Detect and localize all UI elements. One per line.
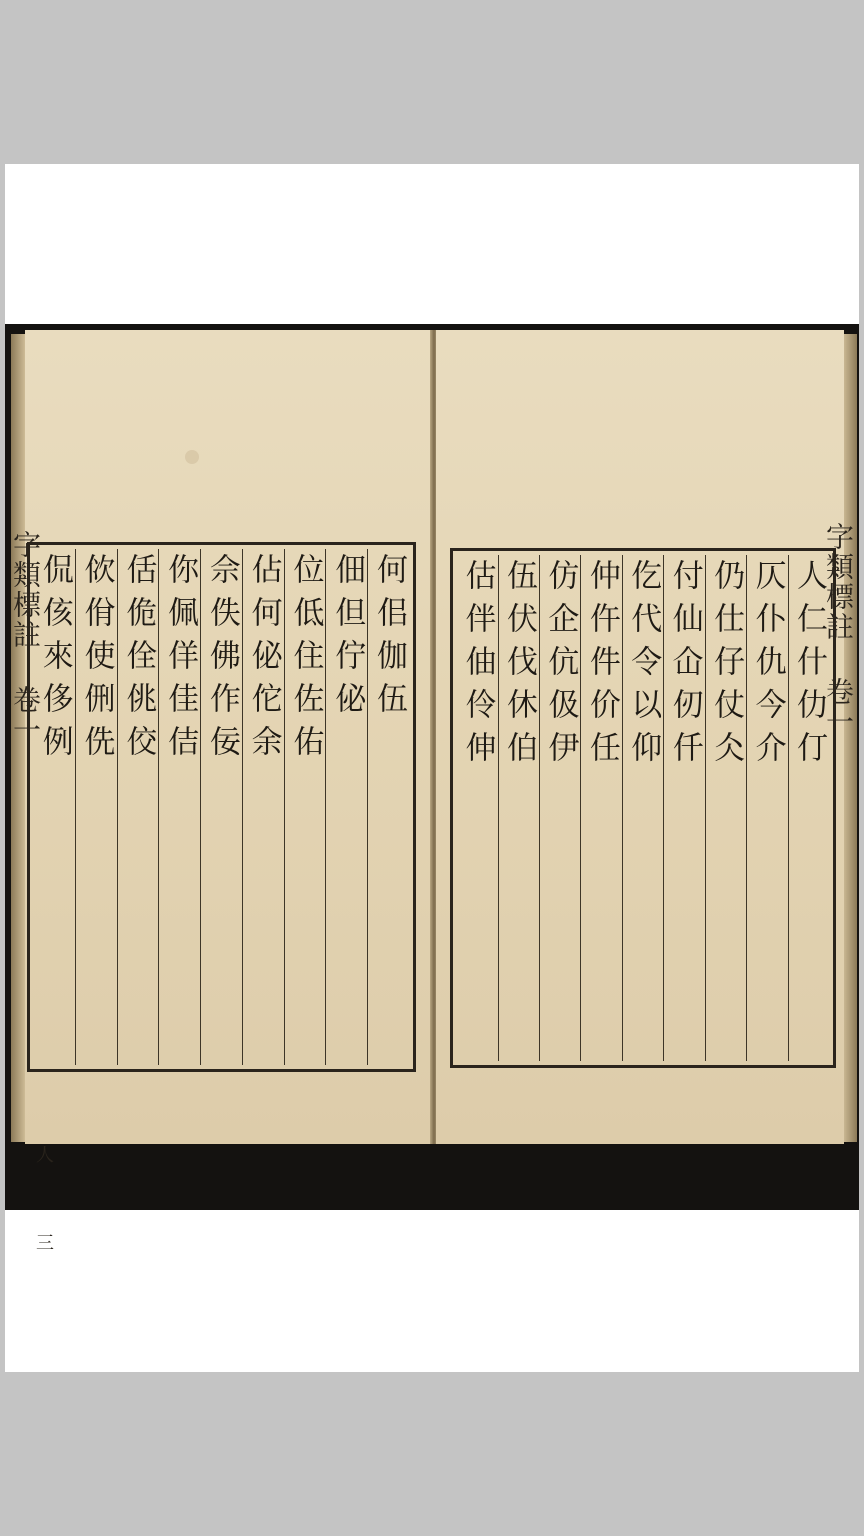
left-columns — [34, 549, 409, 1065]
right-page — [436, 330, 855, 1144]
left-page — [9, 330, 434, 1251]
text-column: 佘佚佛作佞 — [200, 549, 242, 1065]
text-column: 仍仕仔仗仌 — [705, 555, 746, 1061]
left-margin-title: 字類標註 卷一 — [9, 530, 42, 745]
text-column: 仿企伉伋伊 — [539, 555, 580, 1061]
text-column: 佸佹佺佻佼 — [117, 549, 159, 1065]
text-column: 仡代令以仰 — [622, 555, 663, 1061]
section-label: 人 — [33, 1145, 54, 1163]
text-column: 你佩佯佳佶 — [158, 549, 200, 1065]
text-column: 仲仵件价任 — [580, 555, 621, 1061]
text-column: 何佀伽伍 — [367, 549, 409, 1065]
text-column: 仄仆仇今介 — [746, 555, 787, 1061]
text-column: 佽佾使侀侁 — [75, 549, 117, 1065]
right-columns — [457, 555, 829, 1061]
text-column: 伍伏伐休伯 — [498, 555, 539, 1061]
right-text-frame — [450, 548, 836, 1068]
right-margin-title: 字類標註 卷一 — [822, 522, 855, 737]
text-column: 佃但佇佖 — [325, 549, 367, 1065]
text-column: 位低住佐佑 — [284, 549, 326, 1065]
text-column: 侃侅來侈例 — [36, 553, 73, 768]
book-photo — [5, 324, 859, 1251]
text-column: 付仙仚仞仟 — [663, 555, 704, 1061]
text-column: 佔何佖佗余 — [242, 549, 284, 1065]
text-column: 人仁什仂仃 — [788, 555, 829, 1061]
left-text-frame — [27, 542, 416, 1251]
folio-number: 三 — [33, 1233, 54, 1251]
paper-stain — [185, 450, 199, 464]
page-canvas — [5, 164, 859, 1372]
text-column: 估伴伷伶伸 — [459, 559, 496, 774]
right-page-edge — [843, 334, 857, 1142]
